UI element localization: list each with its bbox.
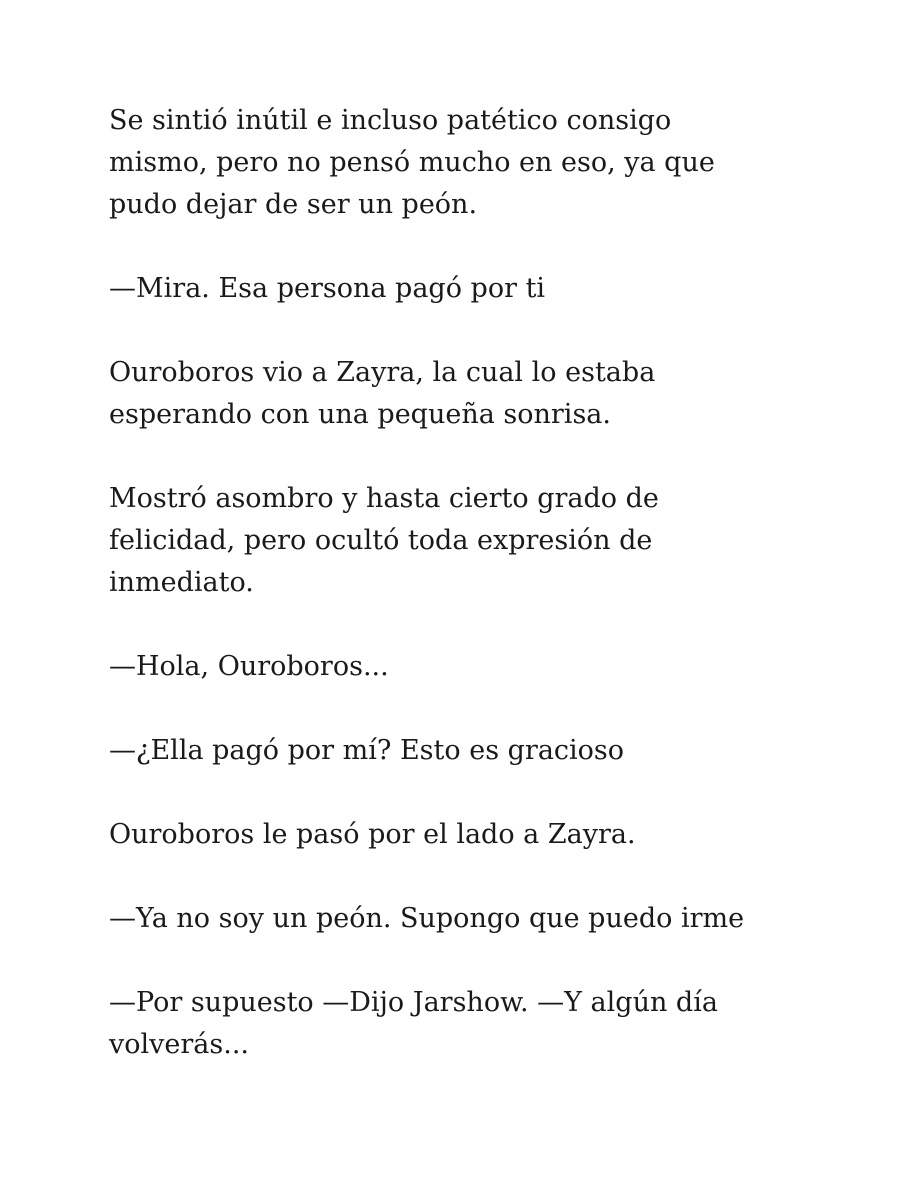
dialogue-paragraph — [109, 268, 809, 310]
paragraph — [109, 478, 809, 604]
text-line: —Por supuesto —Dijo Jarshow. —Y algún día — [109, 987, 718, 1018]
text-line: pudo dejar de ser un peón. — [109, 189, 478, 220]
dialogue-paragraph — [109, 730, 809, 772]
text-line: felicidad, pero ocultó toda expresión de — [109, 525, 653, 556]
dialogue-paragraph — [109, 646, 809, 688]
text-line: —Mira. Esa persona pagó por ti — [109, 273, 546, 304]
text-line: Se sintió inútil e incluso patético consigo — [109, 105, 672, 136]
text-line: —¿Ella pagó por mí? Esto es gracioso — [109, 735, 625, 766]
text-line: inmediato. — [109, 567, 254, 598]
paragraph — [109, 100, 809, 226]
paragraph — [109, 814, 809, 856]
text-line: Mostró asombro y hasta cierto grado de — [109, 483, 659, 514]
dialogue-paragraph — [109, 982, 809, 1066]
text-line: Ouroboros le pasó por el lado a Zayra. — [109, 819, 636, 850]
text-line: esperando con una pequeña sonrisa. — [109, 399, 611, 430]
text-line: volverás... — [109, 1029, 249, 1060]
text-line: —Hola, Ouroboros... — [109, 651, 389, 682]
paragraph — [109, 352, 809, 436]
dialogue-paragraph — [109, 898, 809, 940]
text-line: mismo, pero no pensó mucho en eso, ya que — [109, 147, 715, 178]
story-text — [109, 100, 809, 1108]
text-line: —Ya no soy un peón. Supongo que puedo irme — [109, 903, 745, 934]
text-line: Ouroboros vio a Zayra, la cual lo estaba — [109, 357, 656, 388]
